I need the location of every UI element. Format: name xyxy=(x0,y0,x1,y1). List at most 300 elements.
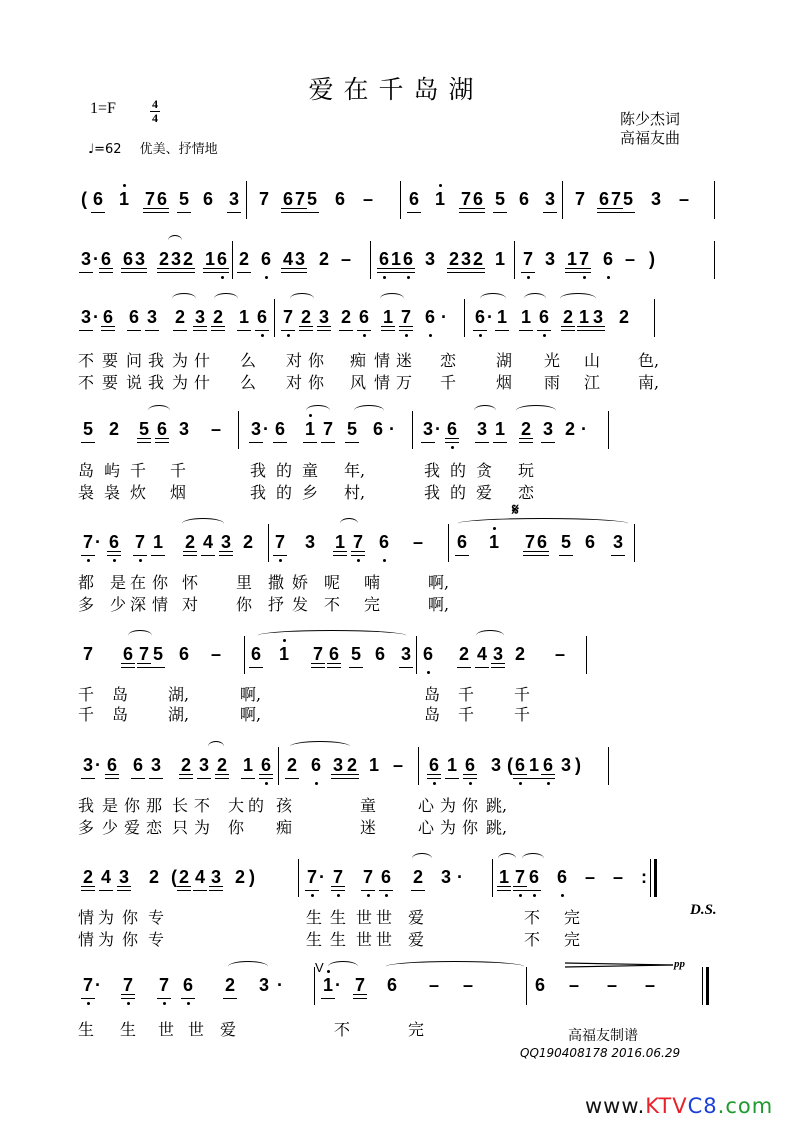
note-digit: 6 xyxy=(556,867,567,887)
note: 7 xyxy=(138,644,149,664)
note-digit: 6 xyxy=(528,867,539,887)
lyric-char: 痴 xyxy=(276,818,293,837)
note: 6 xyxy=(518,189,529,209)
score-symbol: · xyxy=(93,249,99,269)
segno-sign: 𝄋 xyxy=(512,502,519,519)
lyric-char: 世 xyxy=(356,930,373,949)
slur-arc xyxy=(476,630,504,641)
barline xyxy=(400,181,401,219)
note: 5 xyxy=(138,419,149,439)
lyric-char: 湖, xyxy=(168,685,190,704)
note: – xyxy=(210,644,221,664)
note: 3 xyxy=(560,755,571,775)
note-digit: 6 xyxy=(260,755,271,775)
note: 2 xyxy=(238,249,249,269)
note: 3 xyxy=(440,867,451,887)
note-digit: 7 xyxy=(158,975,169,995)
expression-marking: 优美、抒情地 xyxy=(139,142,218,157)
note-digit: 6 xyxy=(422,644,433,664)
final-barline xyxy=(650,859,651,897)
lyric-char: 心 xyxy=(418,796,435,815)
note: 6 xyxy=(156,419,167,439)
lyric-char: 千 xyxy=(78,685,95,704)
barline xyxy=(232,241,233,279)
score-row xyxy=(78,971,718,1001)
lyric-char: 恋 xyxy=(440,351,457,370)
lyric-char: 千 xyxy=(78,705,95,724)
note-digit: 7 xyxy=(306,867,317,887)
note-digit: 6 xyxy=(538,307,549,327)
barline xyxy=(448,524,449,562)
barline xyxy=(412,411,413,449)
note: 4 xyxy=(100,867,111,887)
lyric-char: 那 xyxy=(146,796,163,815)
note-digit: 7 xyxy=(82,975,93,995)
slur-arc xyxy=(516,405,556,416)
slur-arc xyxy=(412,853,432,864)
note xyxy=(332,867,344,888)
score-row xyxy=(78,863,718,893)
lower-octave-dot xyxy=(583,276,586,279)
note: 3 xyxy=(220,532,231,552)
barline xyxy=(244,636,245,674)
watermark-part: www. xyxy=(585,1094,646,1118)
lower-octave-dot xyxy=(163,1002,166,1005)
note: 3 xyxy=(476,419,487,439)
note: 2 xyxy=(412,867,423,887)
note xyxy=(352,532,364,553)
barline xyxy=(714,241,715,279)
score-symbol: · xyxy=(95,755,101,775)
note xyxy=(602,249,614,270)
lyric-line xyxy=(78,815,718,835)
lyric-char: 你 xyxy=(308,351,325,370)
lyric-char: 不 xyxy=(324,595,341,614)
note: 2 xyxy=(182,249,193,269)
barline xyxy=(238,411,239,449)
note: 3 xyxy=(228,189,239,209)
score-symbol: · xyxy=(389,419,395,439)
lyric-char: 世 xyxy=(188,1020,205,1039)
note xyxy=(260,249,272,270)
barline xyxy=(370,241,371,279)
lyric-char: 么 xyxy=(240,373,257,392)
lyric-char: 雨 xyxy=(544,373,561,392)
note: 1 xyxy=(238,307,249,327)
note xyxy=(378,532,390,553)
note: 1 xyxy=(390,249,401,269)
lyric-char: 么 xyxy=(240,351,257,370)
note: 6 xyxy=(472,189,483,209)
note: 6 xyxy=(328,644,339,664)
composer-credit: 高福友曲 xyxy=(620,129,681,147)
lyric-char: 的 xyxy=(276,483,293,502)
note: – xyxy=(392,755,403,775)
note: 3 xyxy=(544,189,555,209)
lower-octave-dot xyxy=(265,782,268,785)
lyric-char: 千 xyxy=(514,705,531,724)
lyric-char: 呢 xyxy=(324,573,341,592)
note: 4 xyxy=(202,532,213,552)
lyric-line xyxy=(78,570,718,590)
note: 3 xyxy=(210,867,221,887)
lyric-char: 的 xyxy=(450,483,467,502)
note: 6 xyxy=(372,419,383,439)
lyric-char: 不 xyxy=(78,373,95,392)
slur-arc xyxy=(172,293,196,304)
lyric-char: 完 xyxy=(364,595,381,614)
note: 2 xyxy=(448,249,459,269)
credits xyxy=(620,110,680,148)
lyric-char: 深 xyxy=(130,595,147,614)
score-row xyxy=(78,751,718,781)
lower-octave-dot xyxy=(407,276,410,279)
note: 2 xyxy=(618,307,629,327)
note: 3 xyxy=(198,755,209,775)
lyric-char: 我 xyxy=(148,351,165,370)
note xyxy=(424,307,436,328)
note: 7 xyxy=(144,189,155,209)
note: 2 xyxy=(242,532,253,552)
lyric-char: 你 xyxy=(122,930,139,949)
slur-arc xyxy=(290,741,350,752)
lyric-char: 恋 xyxy=(146,818,163,837)
slur-arc xyxy=(480,293,506,304)
lyric-char: 爱 xyxy=(476,483,493,502)
lower-octave-dot xyxy=(113,559,116,562)
slur-arc xyxy=(560,293,596,304)
lyric-char: 山 xyxy=(584,351,601,370)
lyric-char: 世 xyxy=(158,1020,175,1039)
note: 6 xyxy=(102,307,113,327)
note: 4 xyxy=(476,644,487,664)
lyric-char: 江 xyxy=(584,373,601,392)
barline xyxy=(492,859,493,897)
score-row xyxy=(78,528,718,558)
lyric-char: 只 xyxy=(172,818,189,837)
note xyxy=(134,532,146,553)
note: – xyxy=(678,189,689,209)
note-digit: 6 xyxy=(256,307,267,327)
lyric-char: 是 xyxy=(110,573,127,592)
note: 6 xyxy=(128,307,139,327)
lyric-char: 心 xyxy=(418,818,435,837)
lyric-char: 不 xyxy=(524,930,541,949)
slur-arc xyxy=(258,630,406,641)
note: 5 xyxy=(494,189,505,209)
note xyxy=(216,249,228,270)
lyric-char: 千 xyxy=(440,373,457,392)
note: 5 xyxy=(306,189,317,209)
note: – xyxy=(428,975,439,995)
note: 5 xyxy=(560,532,571,552)
note: 5 xyxy=(152,644,163,664)
note-digit: 6 xyxy=(216,249,227,269)
lyric-char: 童 xyxy=(302,461,319,480)
note xyxy=(538,307,550,328)
note: 6 xyxy=(334,189,345,209)
lyric-char: 光 xyxy=(544,351,561,370)
note-digit: 7 xyxy=(352,532,363,552)
lyric-char: 岛 xyxy=(112,705,129,724)
score-symbol: · xyxy=(319,867,325,887)
lyric-char: 你 xyxy=(308,373,325,392)
note xyxy=(514,755,526,776)
note-digit: 6 xyxy=(514,755,525,775)
lyric-line xyxy=(78,480,718,500)
note: 1 xyxy=(520,307,531,327)
note: 2 xyxy=(234,867,245,887)
note xyxy=(282,307,294,328)
note: 2 xyxy=(184,532,195,552)
watermark-part: C8 xyxy=(687,1094,718,1118)
note: 3 xyxy=(332,755,343,775)
note: 1 xyxy=(382,307,393,327)
note: 1 xyxy=(578,307,589,327)
slur-arc xyxy=(208,741,224,752)
lyric-line xyxy=(78,370,718,390)
lower-octave-dot xyxy=(311,894,314,897)
score-symbol: · xyxy=(335,975,341,995)
lyric-char: 要 xyxy=(102,351,119,370)
note: 2 xyxy=(562,307,573,327)
note: 3 xyxy=(544,249,555,269)
slur-arc xyxy=(474,405,496,416)
slur-arc xyxy=(380,293,404,304)
note: 1 xyxy=(242,755,253,775)
lyric-char: 贪 xyxy=(476,461,493,480)
note: 3 xyxy=(304,532,315,552)
lyric-char: 千 xyxy=(458,705,475,724)
lower-octave-dot xyxy=(279,559,282,562)
barline xyxy=(654,299,655,337)
note xyxy=(528,867,540,888)
lower-octave-dot xyxy=(315,782,318,785)
lower-octave-dot xyxy=(261,334,264,337)
dal-segno-marking: D.S. xyxy=(690,902,717,918)
score-symbol: · xyxy=(263,419,269,439)
score-symbol: ( xyxy=(171,867,177,887)
note: 2 xyxy=(458,644,469,664)
lyricist-credit: 陈少杰词 xyxy=(620,110,681,128)
note: 3 xyxy=(170,249,181,269)
note: 1 xyxy=(566,249,577,269)
note: 2 xyxy=(472,249,483,269)
lower-octave-dot xyxy=(519,782,522,785)
barline xyxy=(608,411,609,449)
note: 2 xyxy=(340,307,351,327)
time-signature xyxy=(150,99,160,124)
barline xyxy=(416,636,417,674)
time-signature-top: 4 xyxy=(152,97,158,111)
note: 2 xyxy=(300,307,311,327)
lower-octave-dot xyxy=(337,894,340,897)
lyric-char: 大 xyxy=(228,796,245,815)
lyric-char: 情 xyxy=(374,351,391,370)
slur-arc xyxy=(214,293,238,304)
lyric-char: 世 xyxy=(356,908,373,927)
note: 3 xyxy=(490,755,501,775)
note: 6 xyxy=(92,189,103,209)
note xyxy=(378,249,390,270)
lyric-char: 我 xyxy=(250,483,267,502)
note-digit: 7 xyxy=(122,975,133,995)
barline xyxy=(526,967,527,1005)
note xyxy=(422,644,434,665)
note: 3 xyxy=(612,532,623,552)
lyric-char: 喃 xyxy=(364,573,381,592)
barline xyxy=(608,747,609,785)
note: 6 xyxy=(122,249,133,269)
lyric-char: 撒 xyxy=(268,573,285,592)
lyric-char: 你 xyxy=(236,595,253,614)
lyric-char: 色, xyxy=(638,351,660,370)
lyric-char: 烟 xyxy=(496,373,513,392)
note: 1 xyxy=(434,189,445,209)
note: 2 xyxy=(158,249,169,269)
lyric-char: 的 xyxy=(248,796,265,815)
lyric-char: 情 xyxy=(78,908,95,927)
note-digit: 6 xyxy=(402,249,413,269)
note: 3 xyxy=(294,249,305,269)
lyric-char: 千 xyxy=(458,685,475,704)
decrescendo-hairpin-icon xyxy=(565,960,675,970)
note-digit: 6 xyxy=(542,755,553,775)
note: 6 xyxy=(122,644,133,664)
lyric-char: 童 xyxy=(360,796,377,815)
lyric-char: 要 xyxy=(102,373,119,392)
score-row xyxy=(78,303,718,333)
score-symbol: ( xyxy=(81,189,87,209)
lyric-char: 年, xyxy=(344,461,366,480)
slur-arc xyxy=(148,405,170,416)
note: 3 xyxy=(422,419,433,439)
note-digit: 7 xyxy=(362,867,373,887)
slur-arc xyxy=(386,961,524,972)
lyric-char: 袅 xyxy=(78,483,95,502)
lower-octave-dot xyxy=(433,782,436,785)
note-digit: 6 xyxy=(446,419,457,439)
lyric-char: 我 xyxy=(148,373,165,392)
slur-arc xyxy=(182,518,224,529)
lyric-char: 湖 xyxy=(496,351,513,370)
lyric-char: 的 xyxy=(450,461,467,480)
note: 5 xyxy=(178,189,189,209)
lyric-char: 专 xyxy=(148,908,165,927)
lyric-char: 为 xyxy=(440,818,457,837)
note: 7 xyxy=(574,189,585,209)
barline xyxy=(634,524,635,562)
note: 6 xyxy=(100,249,111,269)
lower-octave-dot xyxy=(451,446,454,449)
note-digit: 6 xyxy=(378,249,389,269)
lyric-char: 少 xyxy=(110,595,127,614)
lyric-char: 不 xyxy=(194,796,211,815)
note: – xyxy=(412,532,423,552)
lyric-char: 迷 xyxy=(360,818,377,837)
note: 6 xyxy=(106,755,117,775)
note: 6 xyxy=(536,532,547,552)
note: 3 xyxy=(424,249,435,269)
note: – xyxy=(210,419,221,439)
lower-octave-dot xyxy=(607,276,610,279)
note-digit: 6 xyxy=(464,755,475,775)
lyric-char: 是 xyxy=(102,796,119,815)
lyric-char: 不 xyxy=(334,1020,351,1039)
key-signature: 1=F xyxy=(90,100,116,117)
note: 2 xyxy=(148,867,159,887)
lower-octave-dot xyxy=(533,894,536,897)
score-row xyxy=(78,415,718,445)
note-digit: 6 xyxy=(358,307,369,327)
lyric-char: 南, xyxy=(638,373,660,392)
lyric-char: 里 xyxy=(236,573,253,592)
lyric-char: 不 xyxy=(78,351,95,370)
score-symbol: · xyxy=(95,975,101,995)
lyric-char: 你 xyxy=(462,796,479,815)
lyric-char: 跳, xyxy=(486,818,508,837)
note xyxy=(158,975,170,996)
note: – xyxy=(340,249,351,269)
note: 7 xyxy=(82,644,93,664)
note: 5 xyxy=(350,644,361,664)
slur-arc xyxy=(354,405,384,416)
note: 2 xyxy=(82,867,93,887)
note: – xyxy=(612,867,623,887)
lyric-char: 长 xyxy=(172,796,189,815)
final-barline xyxy=(702,967,703,1005)
lyric-char: 恋 xyxy=(518,483,535,502)
note xyxy=(514,867,526,888)
note xyxy=(464,755,476,776)
lyric-char: 你 xyxy=(122,908,139,927)
note: 7 xyxy=(354,975,365,995)
note: 1 xyxy=(322,975,333,995)
note: 6 xyxy=(178,644,189,664)
note: 2 xyxy=(514,644,525,664)
lyric-char: 不 xyxy=(524,908,541,927)
lyric-char: 情 xyxy=(78,930,95,949)
note: – xyxy=(584,867,595,887)
barline xyxy=(562,181,563,219)
note xyxy=(542,755,554,776)
note: 6 xyxy=(408,189,419,209)
score-symbol: ) xyxy=(649,249,655,269)
lyric-char: 袅 xyxy=(104,483,121,502)
lower-octave-dot xyxy=(429,334,432,337)
lyric-char: 玩 xyxy=(518,461,535,480)
lyric-char: 我 xyxy=(78,796,95,815)
note: 6 xyxy=(282,189,293,209)
lyric-char: 娇 xyxy=(292,573,309,592)
barline xyxy=(274,299,275,337)
note: 3 xyxy=(318,307,329,327)
note: 7 xyxy=(610,189,621,209)
lyric-char: 岛 xyxy=(78,461,95,480)
barline xyxy=(586,636,587,674)
lyric-char: 岛 xyxy=(424,705,441,724)
slur-arc xyxy=(340,518,358,529)
lyric-char: 炊 xyxy=(130,483,147,502)
lower-octave-dot xyxy=(367,894,370,897)
note: 3 xyxy=(82,755,93,775)
lyric-char: 生 xyxy=(78,1020,95,1039)
lower-octave-dot xyxy=(543,334,546,337)
lyric-char: 怀 xyxy=(182,573,199,592)
lyric-char: 爱 xyxy=(124,818,141,837)
watermark-part: KTV xyxy=(645,1094,688,1118)
lyric-char: 发 xyxy=(292,595,309,614)
